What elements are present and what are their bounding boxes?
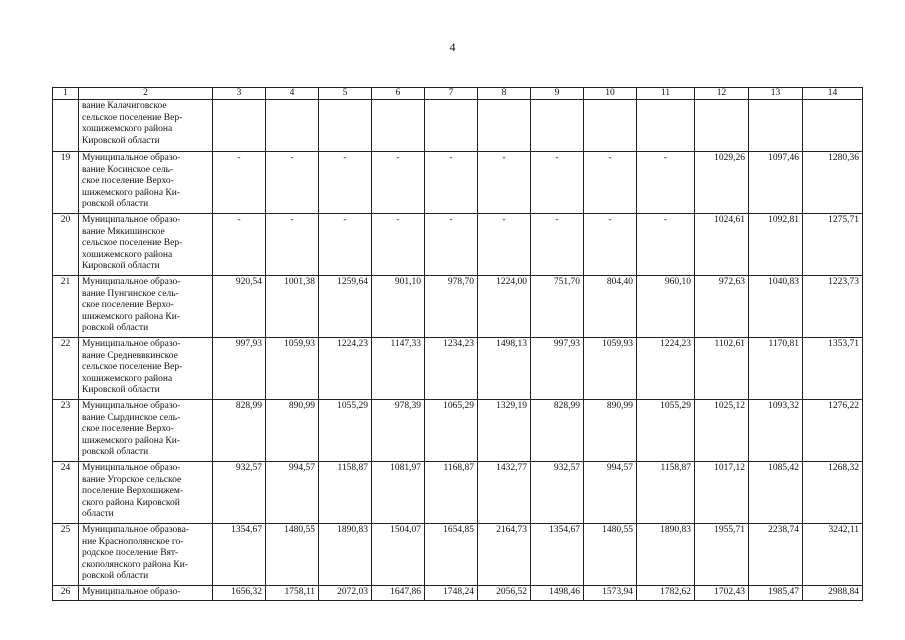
value-cell-col-11: 1055,29 xyxy=(637,400,695,462)
value-cell-col-7: 1654,85 xyxy=(425,524,478,586)
value-cell-col-3: 997,93 xyxy=(213,338,266,400)
value-cell-col-13: 1985,47 xyxy=(749,586,803,601)
value-cell-col-12: 1029,26 xyxy=(695,152,749,214)
value-cell-col-4: - xyxy=(266,214,319,276)
value-cell-col-6: 1647,86 xyxy=(372,586,425,601)
row-number: 21 xyxy=(53,276,79,338)
table-row xyxy=(53,586,863,601)
row-number: 23 xyxy=(53,400,79,462)
row-number: 24 xyxy=(53,462,79,524)
value-cell-col-13: 1170,81 xyxy=(749,338,803,400)
value-cell-col-10: 1573,94 xyxy=(584,586,637,601)
value-cell-col-10: 1480,55 xyxy=(584,524,637,586)
column-header-5: 5 xyxy=(319,88,372,100)
value-cell-col-5: 1055,29 xyxy=(319,400,372,462)
value-cell-col-6: 978,39 xyxy=(372,400,425,462)
row-number: 20 xyxy=(53,214,79,276)
value-cell-col-8: - xyxy=(478,214,531,276)
value-cell-col-10: 994,57 xyxy=(584,462,637,524)
value-cell-col-12: 1024,61 xyxy=(695,214,749,276)
value-cell-col-5 xyxy=(319,100,372,152)
value-cell-col-14: 3242,11 xyxy=(803,524,863,586)
municipality-name: Муниципальное образо- вание Мякишинское сельское поселение Вер- хошижемского района Кировской области xyxy=(79,214,213,276)
value-cell-col-4: 1001,38 xyxy=(266,276,319,338)
column-header-10: 10 xyxy=(584,88,637,100)
value-cell-col-14: 1276,22 xyxy=(803,400,863,462)
table-row xyxy=(53,524,863,586)
municipality-name: Муниципальное образо- вание Пунгинское сель- ское поселение Верхо- шижемского района Ки- ровской области xyxy=(79,276,213,338)
value-cell-col-9: 1354,67 xyxy=(531,524,584,586)
value-cell-col-8: 1224,00 xyxy=(478,276,531,338)
value-cell-col-9: 1498,46 xyxy=(531,586,584,601)
value-cell-col-3: 1354,67 xyxy=(213,524,266,586)
column-header-6: 6 xyxy=(372,88,425,100)
column-header-14: 14 xyxy=(803,88,863,100)
value-cell-col-6: 1147,33 xyxy=(372,338,425,400)
value-cell-col-13: 1040,83 xyxy=(749,276,803,338)
value-cell-col-7: - xyxy=(425,214,478,276)
column-header-11: 11 xyxy=(637,88,695,100)
value-cell-col-9 xyxy=(531,100,584,152)
value-cell-col-14: 1268,32 xyxy=(803,462,863,524)
column-number-row xyxy=(53,88,863,100)
value-cell-col-3: - xyxy=(213,214,266,276)
value-cell-col-9: 932,57 xyxy=(531,462,584,524)
table-row xyxy=(53,338,863,400)
value-cell-col-10: - xyxy=(584,214,637,276)
municipality-name: Муниципальное образова- ние Краснополянское го- родское поселение Вят- скополянского района Ки- ровской области xyxy=(79,524,213,586)
row-number: 26 xyxy=(53,586,79,601)
column-header-12: 12 xyxy=(695,88,749,100)
value-cell-col-4: 890,99 xyxy=(266,400,319,462)
value-cell-col-8: - xyxy=(478,152,531,214)
value-cell-col-10: 804,40 xyxy=(584,276,637,338)
value-cell-col-4: 1059,93 xyxy=(266,338,319,400)
value-cell-col-6: - xyxy=(372,214,425,276)
value-cell-col-4: - xyxy=(266,152,319,214)
value-cell-col-12: 1017,12 xyxy=(695,462,749,524)
value-cell-col-4 xyxy=(266,100,319,152)
value-cell-col-11: - xyxy=(637,152,695,214)
table-row xyxy=(53,152,863,214)
table-row xyxy=(53,100,863,152)
value-cell-col-8: 1432,77 xyxy=(478,462,531,524)
value-cell-col-14: 2988,84 xyxy=(803,586,863,601)
value-cell-col-12: 1025,12 xyxy=(695,400,749,462)
row-number: 25 xyxy=(53,524,79,586)
value-cell-col-12: 1955,71 xyxy=(695,524,749,586)
municipality-name: Муниципальное образо- xyxy=(79,586,213,601)
value-cell-col-7: 1234,23 xyxy=(425,338,478,400)
value-cell-col-3: 1656,32 xyxy=(213,586,266,601)
value-cell-col-8: 2164,73 xyxy=(478,524,531,586)
value-cell-col-14: 1275,71 xyxy=(803,214,863,276)
value-cell-col-14: 1353,71 xyxy=(803,338,863,400)
value-cell-col-11 xyxy=(637,100,695,152)
value-cell-col-11: 1782,62 xyxy=(637,586,695,601)
value-cell-col-12: 1702,43 xyxy=(695,586,749,601)
value-cell-col-5: 1259,64 xyxy=(319,276,372,338)
value-cell-col-9: - xyxy=(531,214,584,276)
value-cell-col-5: - xyxy=(319,214,372,276)
column-header-9: 9 xyxy=(531,88,584,100)
column-header-7: 7 xyxy=(425,88,478,100)
value-cell-col-5: 2072,03 xyxy=(319,586,372,601)
value-cell-col-14: 1280,36 xyxy=(803,152,863,214)
value-cell-col-9: 997,93 xyxy=(531,338,584,400)
value-cell-col-13: 2238,74 xyxy=(749,524,803,586)
value-cell-col-7: 1748,24 xyxy=(425,586,478,601)
value-cell-col-13: 1093,32 xyxy=(749,400,803,462)
municipality-name: Муниципальное образо- вание Сырдинское сель- ское поселение Верхо- шижемского района Ки- ровской области xyxy=(79,400,213,462)
value-cell-col-10: - xyxy=(584,152,637,214)
value-cell-col-5: 1890,83 xyxy=(319,524,372,586)
value-cell-col-11: 960,10 xyxy=(637,276,695,338)
value-cell-col-6: 1504,07 xyxy=(372,524,425,586)
value-cell-col-6 xyxy=(372,100,425,152)
value-cell-col-11: - xyxy=(637,214,695,276)
value-cell-col-7 xyxy=(425,100,478,152)
municipality-name: Муниципальное образо- вание Угорское сельское поселение Верхошижем- ского района Кировской области xyxy=(79,462,213,524)
row-number xyxy=(53,100,79,152)
value-cell-col-5: - xyxy=(319,152,372,214)
value-cell-col-5: 1158,87 xyxy=(319,462,372,524)
row-number: 22 xyxy=(53,338,79,400)
value-cell-col-11: 1224,23 xyxy=(637,338,695,400)
value-cell-col-6: 901,10 xyxy=(372,276,425,338)
value-cell-col-7: - xyxy=(425,152,478,214)
value-cell-col-3 xyxy=(213,100,266,152)
value-cell-col-9: 751,70 xyxy=(531,276,584,338)
column-header-13: 13 xyxy=(749,88,803,100)
value-cell-col-14 xyxy=(803,100,863,152)
value-cell-col-13: 1085,42 xyxy=(749,462,803,524)
table-row xyxy=(53,462,863,524)
column-header-8: 8 xyxy=(478,88,531,100)
value-cell-col-7: 978,70 xyxy=(425,276,478,338)
column-header-2: 2 xyxy=(79,88,213,100)
tariff-table xyxy=(52,87,863,601)
value-cell-col-8: 2056,52 xyxy=(478,586,531,601)
value-cell-col-3: 920,54 xyxy=(213,276,266,338)
value-cell-col-9: - xyxy=(531,152,584,214)
value-cell-col-3: 828,99 xyxy=(213,400,266,462)
municipality-name: Муниципальное образо- вание Косинское сель- ское поселение Верхо- шижемского района Ки- ровской области xyxy=(79,152,213,214)
value-cell-col-3: - xyxy=(213,152,266,214)
value-cell-col-12: 972,63 xyxy=(695,276,749,338)
value-cell-col-10 xyxy=(584,100,637,152)
value-cell-col-8: 1498,13 xyxy=(478,338,531,400)
value-cell-col-13: 1097,46 xyxy=(749,152,803,214)
value-cell-col-4: 1480,55 xyxy=(266,524,319,586)
value-cell-col-12 xyxy=(695,100,749,152)
page-number: 4 xyxy=(449,40,456,54)
municipality-name: Муниципальное образо- вание Средневвкинское сельское поселение Вер- хошижемского района Кировской области xyxy=(79,338,213,400)
value-cell-col-3: 932,57 xyxy=(213,462,266,524)
value-cell-col-8: 1329,19 xyxy=(478,400,531,462)
value-cell-col-9: 828,99 xyxy=(531,400,584,462)
table-row xyxy=(53,276,863,338)
value-cell-col-6: 1081,97 xyxy=(372,462,425,524)
value-cell-col-10: 1059,93 xyxy=(584,338,637,400)
value-cell-col-7: 1168,87 xyxy=(425,462,478,524)
column-header-4: 4 xyxy=(266,88,319,100)
value-cell-col-14: 1223,73 xyxy=(803,276,863,338)
value-cell-col-4: 994,57 xyxy=(266,462,319,524)
table-row xyxy=(53,400,863,462)
value-cell-col-5: 1224,23 xyxy=(319,338,372,400)
value-cell-col-7: 1065,29 xyxy=(425,400,478,462)
value-cell-col-11: 1890,83 xyxy=(637,524,695,586)
value-cell-col-13: 1092,81 xyxy=(749,214,803,276)
value-cell-col-4: 1758,11 xyxy=(266,586,319,601)
value-cell-col-13 xyxy=(749,100,803,152)
value-cell-col-8 xyxy=(478,100,531,152)
municipality-name: вание Калачиговское сельское поселение Вер- хошижемского района Кировской области xyxy=(79,100,213,152)
value-cell-col-11: 1158,87 xyxy=(637,462,695,524)
value-cell-col-6: - xyxy=(372,152,425,214)
table-row xyxy=(53,214,863,276)
value-cell-col-12: 1102,61 xyxy=(695,338,749,400)
column-header-1: 1 xyxy=(53,88,79,100)
column-header-3: 3 xyxy=(213,88,266,100)
row-number: 19 xyxy=(53,152,79,214)
value-cell-col-10: 890,99 xyxy=(584,400,637,462)
